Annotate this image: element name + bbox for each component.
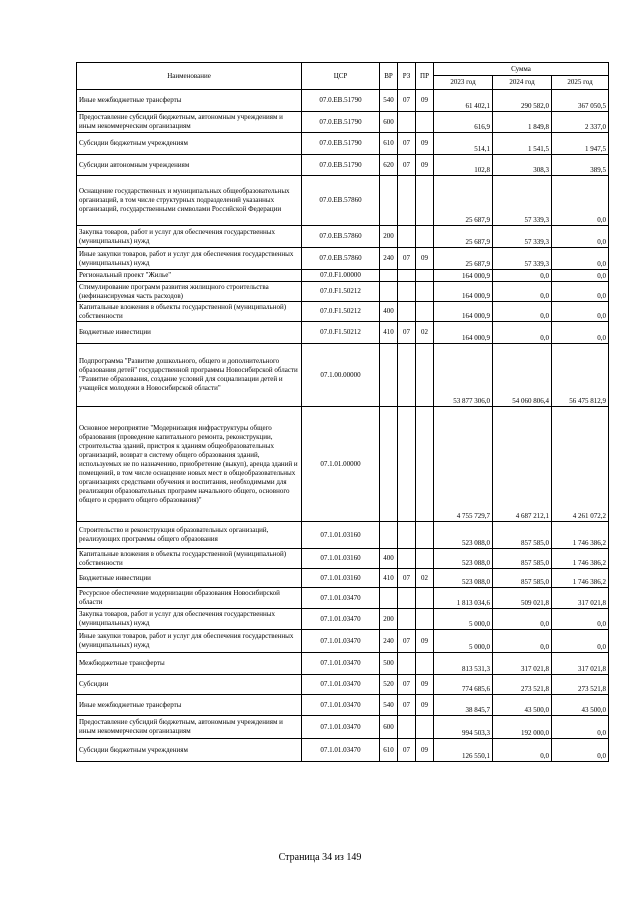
cell-name: Капитальные вложения в объекты государственной (муниципальной) собственности	[77, 302, 302, 322]
cell-csr: 07.1.01.03160	[302, 549, 380, 569]
cell-pr	[416, 226, 434, 248]
header-year-2024: 2024 год	[493, 76, 552, 90]
cell-vr	[380, 176, 398, 226]
cell-y2024: 857 585,0	[493, 569, 552, 588]
cell-y2023: 5 000,0	[434, 609, 493, 630]
cell-y2025: 4 261 072,2	[552, 407, 609, 522]
cell-rz: 07	[398, 248, 416, 270]
header-year-2025: 2025 год	[552, 76, 609, 90]
cell-vr: 400	[380, 302, 398, 322]
cell-csr: 07.0.F1.50212	[302, 322, 380, 344]
cell-y2025: 1 947,5	[552, 133, 609, 155]
cell-y2025: 43 500,0	[552, 695, 609, 716]
table-row	[77, 716, 609, 739]
cell-rz	[398, 522, 416, 549]
cell-rz	[398, 112, 416, 133]
cell-vr: 400	[380, 549, 398, 569]
cell-y2025: 0,0	[552, 322, 609, 344]
cell-y2024: 317 021,8	[493, 653, 552, 675]
cell-pr	[416, 716, 434, 739]
table-row	[77, 176, 609, 226]
cell-name: Иные закупки товаров, работ и услуг для обеспечения государственных (муниципальных) нужд	[77, 248, 302, 270]
cell-vr: 610	[380, 739, 398, 762]
cell-vr: 240	[380, 248, 398, 270]
cell-y2023: 164 000,9	[434, 322, 493, 344]
table-row	[77, 226, 609, 248]
cell-rz	[398, 653, 416, 675]
cell-csr: 07.0.EB.51790	[302, 133, 380, 155]
table-row	[77, 675, 609, 695]
cell-vr: 240	[380, 630, 398, 653]
cell-name: Субсидии автономным учреждениям	[77, 155, 302, 176]
table-row	[77, 302, 609, 322]
cell-name: Иные закупки товаров, работ и услуг для обеспечения государственных (муниципальных) нужд	[77, 630, 302, 653]
cell-rz	[398, 716, 416, 739]
cell-csr: 07.1.01.03470	[302, 695, 380, 716]
cell-vr	[380, 282, 398, 302]
cell-pr: 02	[416, 322, 434, 344]
page-number: Страница 34 из 149	[278, 852, 362, 863]
cell-name: Иные межбюджетные трансферты	[77, 695, 302, 716]
cell-rz: 07	[398, 155, 416, 176]
cell-rz: 07	[398, 739, 416, 762]
cell-pr: 09	[416, 675, 434, 695]
cell-y2025: 0,0	[552, 248, 609, 270]
cell-y2024: 0,0	[493, 282, 552, 302]
table-row	[77, 344, 609, 407]
cell-y2023: 616,9	[434, 112, 493, 133]
cell-rz: 07	[398, 675, 416, 695]
cell-vr: 500	[380, 653, 398, 675]
cell-vr: 600	[380, 112, 398, 133]
cell-y2025: 0,0	[552, 609, 609, 630]
cell-csr: 07.1.01.03470	[302, 630, 380, 653]
cell-name: Оснащение государственных и муниципальных общеобразовательных организаций, в том числе структурных подразделений указанных организаций, государственными символами Российской Федерации	[77, 176, 302, 226]
cell-name: Закупка товаров, работ и услуг для обеспечения государственных (муниципальных) нужд	[77, 609, 302, 630]
cell-vr	[380, 270, 398, 282]
cell-y2024: 290 582,0	[493, 90, 552, 112]
cell-y2025: 317 021,8	[552, 653, 609, 675]
cell-name: Строительство и реконструкция образовательных организаций, реализующих программы общего образования	[77, 522, 302, 549]
cell-pr: 09	[416, 155, 434, 176]
cell-csr: 07.1.01.03470	[302, 609, 380, 630]
cell-y2023: 994 503,3	[434, 716, 493, 739]
cell-y2023: 38 845,7	[434, 695, 493, 716]
header-sum: Сумма	[434, 63, 609, 76]
cell-y2023: 1 813 034,6	[434, 588, 493, 609]
table-row	[77, 739, 609, 762]
cell-rz	[398, 609, 416, 630]
cell-pr	[416, 302, 434, 322]
cell-rz: 07	[398, 695, 416, 716]
cell-name: Бюджетные инвестиции	[77, 322, 302, 344]
cell-csr: 07.0.F1.00000	[302, 270, 380, 282]
table-row	[77, 155, 609, 176]
cell-pr: 09	[416, 133, 434, 155]
cell-y2023: 164 000,9	[434, 302, 493, 322]
cell-pr	[416, 588, 434, 609]
cell-y2024: 192 000,0	[493, 716, 552, 739]
cell-csr: 07.0.F1.50212	[302, 282, 380, 302]
table-row	[77, 695, 609, 716]
header-pr: ПР	[416, 63, 434, 90]
cell-rz: 07	[398, 322, 416, 344]
cell-y2024: 308,3	[493, 155, 552, 176]
cell-name: Основное мероприятие "Модернизация инфраструктуры общего образования (проведение капитального ремонта, реконструкции, строительства зданий, пристроя к зданиям общеобразовательных организаций, возврат в систему общего образования зданий, используемых не по назначению, приобретение (выкуп), аренда зданий и помещений, в том числе оснащение новых мест в общеобразовательных организациях средствами обучения и воспитания, необходимыми для реализации образовательных программ начального общего, основного общего и среднего общего образования)"	[77, 407, 302, 522]
cell-name: Капитальные вложения в объекты государственной (муниципальной) собственности	[77, 549, 302, 569]
cell-y2025: 2 337,0	[552, 112, 609, 133]
cell-rz	[398, 549, 416, 569]
cell-y2025: 1 746 386,2	[552, 549, 609, 569]
cell-csr: 07.0.EB.57860	[302, 226, 380, 248]
cell-name: Межбюджетные трансферты	[77, 653, 302, 675]
cell-rz	[398, 270, 416, 282]
cell-rz: 07	[398, 569, 416, 588]
table-row	[77, 609, 609, 630]
cell-vr: 200	[380, 226, 398, 248]
cell-rz	[398, 226, 416, 248]
cell-name: Предоставление субсидий бюджетным, автономным учреждениям и иным некоммерческим организациям	[77, 112, 302, 133]
table-row	[77, 133, 609, 155]
budget-table	[76, 62, 609, 762]
cell-csr: 07.0.EB.57860	[302, 248, 380, 270]
cell-pr	[416, 522, 434, 549]
table-row	[77, 653, 609, 675]
cell-rz	[398, 588, 416, 609]
table-row	[77, 522, 609, 549]
cell-y2025: 0,0	[552, 302, 609, 322]
cell-y2024: 43 500,0	[493, 695, 552, 716]
cell-y2023: 164 000,9	[434, 270, 493, 282]
cell-y2025: 389,5	[552, 155, 609, 176]
cell-y2024: 1 541,5	[493, 133, 552, 155]
cell-name: Субсидии	[77, 675, 302, 695]
cell-pr: 09	[416, 248, 434, 270]
table-row	[77, 322, 609, 344]
cell-y2025: 0,0	[552, 270, 609, 282]
cell-name: Субсидии бюджетным учреждениям	[77, 739, 302, 762]
cell-csr: 07.0.EB.51790	[302, 90, 380, 112]
cell-name: Региональный проект "Жилье"	[77, 270, 302, 282]
cell-csr: 07.0.EB.51790	[302, 155, 380, 176]
cell-y2023: 4 755 729,7	[434, 407, 493, 522]
cell-y2023: 126 550,1	[434, 739, 493, 762]
cell-name: Предоставление субсидий бюджетным, автономным учреждениям и иным некоммерческим организациям	[77, 716, 302, 739]
cell-rz	[398, 407, 416, 522]
table-row	[77, 282, 609, 302]
cell-y2023: 164 000,9	[434, 282, 493, 302]
table-row	[77, 407, 609, 522]
cell-y2024: 857 585,0	[493, 549, 552, 569]
header-vr: ВР	[380, 63, 398, 90]
cell-csr: 07.1.01.03160	[302, 522, 380, 549]
cell-y2025: 1 746 386,2	[552, 569, 609, 588]
cell-pr	[416, 112, 434, 133]
cell-vr: 540	[380, 695, 398, 716]
cell-csr: 07.1.01.03160	[302, 569, 380, 588]
cell-y2024: 57 339,3	[493, 176, 552, 226]
cell-y2023: 813 531,3	[434, 653, 493, 675]
cell-csr: 07.1.01.00000	[302, 407, 380, 522]
cell-rz: 07	[398, 90, 416, 112]
cell-csr: 07.1.01.03470	[302, 716, 380, 739]
cell-y2024: 509 021,8	[493, 588, 552, 609]
cell-y2024: 273 521,8	[493, 675, 552, 695]
cell-y2023: 514,1	[434, 133, 493, 155]
cell-y2024: 0,0	[493, 302, 552, 322]
table-row	[77, 549, 609, 569]
cell-pr	[416, 407, 434, 522]
cell-y2025: 367 050,5	[552, 90, 609, 112]
cell-csr: 07.1.01.03470	[302, 739, 380, 762]
cell-pr: 09	[416, 739, 434, 762]
cell-rz: 07	[398, 133, 416, 155]
cell-vr	[380, 522, 398, 549]
cell-vr	[380, 588, 398, 609]
cell-y2025: 1 746 386,2	[552, 522, 609, 549]
cell-rz	[398, 176, 416, 226]
cell-y2024: 0,0	[493, 270, 552, 282]
cell-vr: 540	[380, 90, 398, 112]
cell-rz	[398, 282, 416, 302]
cell-csr: 07.0.F1.50212	[302, 302, 380, 322]
cell-name: Бюджетные инвестиции	[77, 569, 302, 588]
cell-y2025: 317 021,8	[552, 588, 609, 609]
cell-y2024: 857 585,0	[493, 522, 552, 549]
cell-y2023: 53 877 306,0	[434, 344, 493, 407]
cell-pr: 09	[416, 630, 434, 653]
header-csr: ЦСР	[302, 63, 380, 90]
cell-y2025: 0,0	[552, 176, 609, 226]
table-row	[77, 569, 609, 588]
cell-vr: 610	[380, 133, 398, 155]
table-row	[77, 112, 609, 133]
cell-y2025: 0,0	[552, 226, 609, 248]
cell-name: Закупка товаров, работ и услуг для обеспечения государственных (муниципальных) нужд	[77, 226, 302, 248]
cell-y2024: 57 339,3	[493, 248, 552, 270]
cell-pr	[416, 549, 434, 569]
header-rz: РЗ	[398, 63, 416, 90]
cell-pr: 09	[416, 90, 434, 112]
cell-pr	[416, 176, 434, 226]
cell-y2024: 4 687 212,1	[493, 407, 552, 522]
cell-y2025: 0,0	[552, 630, 609, 653]
cell-vr	[380, 407, 398, 522]
cell-name: Стимулирование программ развития жилищного строительства (нефинансируемая часть расходов)	[77, 282, 302, 302]
cell-pr	[416, 609, 434, 630]
cell-y2025: 273 521,8	[552, 675, 609, 695]
cell-pr	[416, 270, 434, 282]
cell-y2023: 25 687,9	[434, 226, 493, 248]
cell-name: Иные межбюджетные трансферты	[77, 90, 302, 112]
cell-csr: 07.1.01.03470	[302, 588, 380, 609]
cell-vr: 620	[380, 155, 398, 176]
cell-y2023: 25 687,9	[434, 176, 493, 226]
cell-pr	[416, 282, 434, 302]
header-name: Наименование	[77, 63, 302, 90]
cell-y2024: 57 339,3	[493, 226, 552, 248]
cell-y2023: 102,8	[434, 155, 493, 176]
cell-y2023: 25 687,9	[434, 248, 493, 270]
cell-pr: 02	[416, 569, 434, 588]
cell-y2023: 61 402,1	[434, 90, 493, 112]
cell-vr: 200	[380, 609, 398, 630]
cell-csr: 07.1.01.03470	[302, 675, 380, 695]
cell-pr: 09	[416, 695, 434, 716]
table-row	[77, 270, 609, 282]
cell-rz	[398, 344, 416, 407]
cell-y2025: 0,0	[552, 739, 609, 762]
cell-y2025: 56 475 812,9	[552, 344, 609, 407]
cell-vr	[380, 344, 398, 407]
cell-y2025: 0,0	[552, 716, 609, 739]
cell-y2023: 5 000,0	[434, 630, 493, 653]
table-row	[77, 630, 609, 653]
table-row	[77, 588, 609, 609]
table-header	[77, 63, 609, 90]
cell-y2023: 774 685,6	[434, 675, 493, 695]
cell-csr: 07.1.00.00000	[302, 344, 380, 407]
header-year-2023: 2023 год	[434, 76, 493, 90]
cell-y2023: 523 088,0	[434, 522, 493, 549]
cell-y2024: 0,0	[493, 322, 552, 344]
cell-y2024: 0,0	[493, 609, 552, 630]
cell-name: Ресурсное обеспечение модернизации образования Новосибирской области	[77, 588, 302, 609]
cell-pr	[416, 344, 434, 407]
cell-csr: 07.1.01.03470	[302, 653, 380, 675]
cell-vr: 600	[380, 716, 398, 739]
cell-vr: 410	[380, 569, 398, 588]
cell-name: Подпрограмма "Развитие дошкольного, общего и дополнительного образования детей" государственной программы Новосибирской области "Развитие образования, создание условий для социализации детей и учащейся молодежи в Новосибирской области"	[77, 344, 302, 407]
cell-pr	[416, 653, 434, 675]
table-row	[77, 90, 609, 112]
cell-y2024: 1 849,8	[493, 112, 552, 133]
cell-rz: 07	[398, 630, 416, 653]
cell-y2023: 523 088,0	[434, 549, 493, 569]
cell-rz	[398, 302, 416, 322]
cell-csr: 07.0.EB.51790	[302, 112, 380, 133]
cell-y2025: 0,0	[552, 282, 609, 302]
cell-vr: 410	[380, 322, 398, 344]
table-body	[77, 90, 609, 762]
cell-y2024: 0,0	[493, 630, 552, 653]
cell-y2024: 54 060 806,4	[493, 344, 552, 407]
cell-csr: 07.0.EB.57860	[302, 176, 380, 226]
cell-name: Субсидии бюджетным учреждениям	[77, 133, 302, 155]
cell-y2024: 0,0	[493, 739, 552, 762]
cell-y2023: 523 088,0	[434, 569, 493, 588]
cell-vr: 520	[380, 675, 398, 695]
table-row	[77, 248, 609, 270]
